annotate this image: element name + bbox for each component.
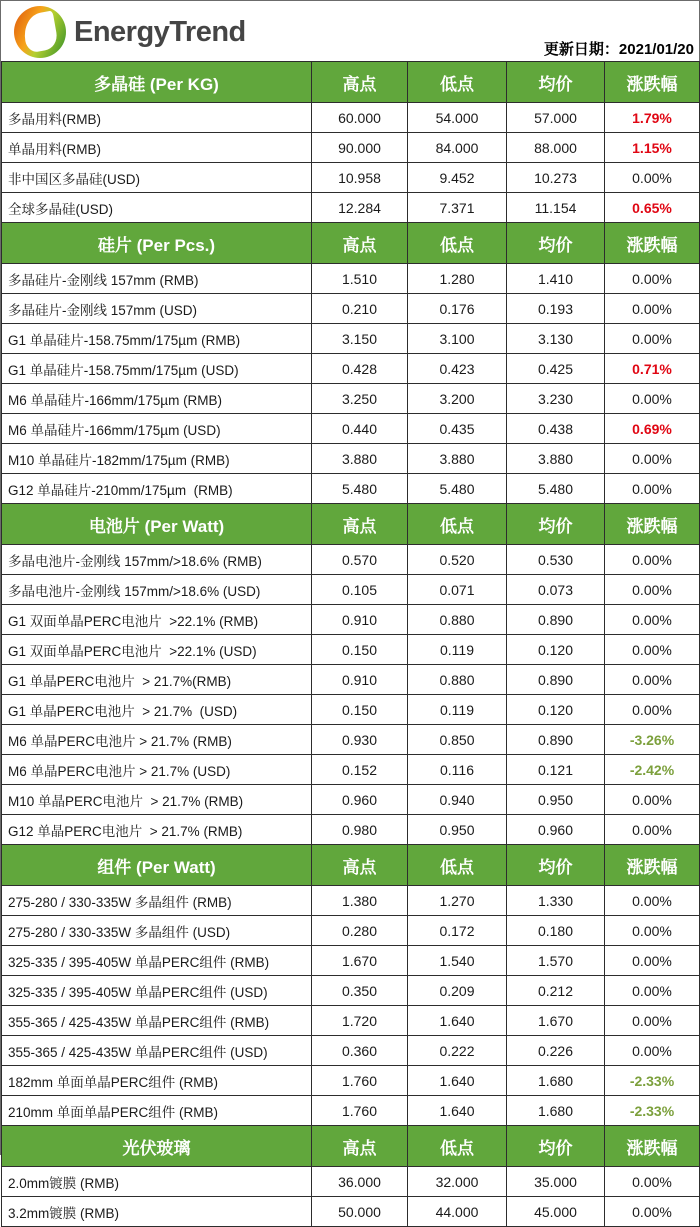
column-header: 均价 <box>507 1126 605 1167</box>
low-value: 54.000 <box>408 103 507 133</box>
product-name: 单晶用料(RMB) <box>2 133 312 163</box>
high-value: 10.958 <box>312 163 408 193</box>
change-value: -2.42% <box>605 755 700 785</box>
table-row <box>2 324 700 354</box>
avg-value: 0.950 <box>507 785 605 815</box>
column-header: 均价 <box>507 845 605 886</box>
avg-value: 0.193 <box>507 294 605 324</box>
column-header: 涨跌幅 <box>605 223 700 264</box>
high-value: 12.284 <box>312 193 408 223</box>
product-name: G12 单晶硅片-210mm/175µm (RMB) <box>2 474 312 504</box>
low-value: 44.000 <box>408 1197 507 1227</box>
avg-value: 0.121 <box>507 755 605 785</box>
avg-value: 0.120 <box>507 635 605 665</box>
low-value: 0.880 <box>408 665 507 695</box>
section-header-row <box>2 845 700 886</box>
high-value: 0.360 <box>312 1036 408 1066</box>
low-value: 0.850 <box>408 725 507 755</box>
product-name: G1 单晶硅片-158.75mm/175µm (RMB) <box>2 324 312 354</box>
product-name: G12 单晶PERC电池片 > 21.7% (RMB) <box>2 815 312 845</box>
low-value: 1.640 <box>408 1096 507 1126</box>
high-value: 1.760 <box>312 1066 408 1096</box>
table-row <box>2 1167 700 1197</box>
column-header: 低点 <box>408 223 507 264</box>
change-value: 0.00% <box>605 545 700 575</box>
change-value: 0.00% <box>605 264 700 294</box>
avg-value: 0.073 <box>507 575 605 605</box>
low-value: 84.000 <box>408 133 507 163</box>
avg-value: 0.226 <box>507 1036 605 1066</box>
product-name: G1 双面单晶PERC电池片 >22.1% (USD) <box>2 635 312 665</box>
change-value: 0.00% <box>605 474 700 504</box>
high-value: 0.910 <box>312 605 408 635</box>
change-value: -2.33% <box>605 1066 700 1096</box>
product-name: 325-335 / 395-405W 单晶PERC组件 (RMB) <box>2 946 312 976</box>
high-value: 0.210 <box>312 294 408 324</box>
change-value: 0.71% <box>605 354 700 384</box>
avg-value: 1.410 <box>507 264 605 294</box>
change-value: 0.00% <box>605 946 700 976</box>
avg-value: 11.154 <box>507 193 605 223</box>
product-name: G1 单晶PERC电池片 > 21.7% (USD) <box>2 695 312 725</box>
change-value: 0.00% <box>605 695 700 725</box>
avg-value: 88.000 <box>507 133 605 163</box>
table-row <box>2 1096 700 1126</box>
high-value: 0.152 <box>312 755 408 785</box>
product-name: 355-365 / 425-435W 单晶PERC组件 (USD) <box>2 1036 312 1066</box>
low-value: 0.423 <box>408 354 507 384</box>
product-name: 182mm 单面单晶PERC组件 (RMB) <box>2 1066 312 1096</box>
product-name: 275-280 / 330-335W 多晶组件 (RMB) <box>2 886 312 916</box>
low-value: 1.640 <box>408 1006 507 1036</box>
low-value: 0.520 <box>408 545 507 575</box>
product-name: 多晶用料(RMB) <box>2 103 312 133</box>
product-name: M6 单晶PERC电池片 > 21.7% (USD) <box>2 755 312 785</box>
product-name: 3.2mm镀膜 (RMB) <box>2 1197 312 1227</box>
column-header: 高点 <box>312 504 408 545</box>
column-header: 涨跌幅 <box>605 845 700 886</box>
column-header: 低点 <box>408 845 507 886</box>
section-header-row <box>2 1126 700 1167</box>
avg-value: 1.680 <box>507 1066 605 1096</box>
low-value: 0.119 <box>408 695 507 725</box>
table-row <box>2 575 700 605</box>
low-value: 0.116 <box>408 755 507 785</box>
low-value: 0.222 <box>408 1036 507 1066</box>
column-header: 均价 <box>507 223 605 264</box>
column-header: 高点 <box>312 223 408 264</box>
avg-value: 0.438 <box>507 414 605 444</box>
change-value: 0.00% <box>605 163 700 193</box>
avg-value: 57.000 <box>507 103 605 133</box>
table-row <box>2 785 700 815</box>
table-row <box>2 264 700 294</box>
low-value: 32.000 <box>408 1167 507 1197</box>
avg-value: 1.570 <box>507 946 605 976</box>
high-value: 0.350 <box>312 976 408 1006</box>
change-value: 0.00% <box>605 886 700 916</box>
product-name: G1 单晶硅片-158.75mm/175µm (USD) <box>2 354 312 384</box>
change-value: 0.00% <box>605 976 700 1006</box>
high-value: 60.000 <box>312 103 408 133</box>
column-header: 高点 <box>312 845 408 886</box>
table-row <box>2 946 700 976</box>
high-value: 1.720 <box>312 1006 408 1036</box>
low-value: 0.209 <box>408 976 507 1006</box>
table-row <box>2 635 700 665</box>
high-value: 5.480 <box>312 474 408 504</box>
table-row <box>2 1197 700 1227</box>
change-value: -3.26% <box>605 725 700 755</box>
section-title: 电池片 (Per Watt) <box>2 504 312 545</box>
high-value: 3.880 <box>312 444 408 474</box>
low-value: 7.371 <box>408 193 507 223</box>
section-title: 多晶硅 (Per KG) <box>2 62 312 103</box>
product-name: G1 单晶PERC电池片 > 21.7%(RMB) <box>2 665 312 695</box>
change-value: 0.00% <box>605 444 700 474</box>
product-name: M6 单晶PERC电池片 > 21.7% (RMB) <box>2 725 312 755</box>
table-row <box>2 815 700 845</box>
section-header-row <box>2 504 700 545</box>
product-name: 非中国区多晶硅(USD) <box>2 163 312 193</box>
avg-value: 5.480 <box>507 474 605 504</box>
table-row <box>2 605 700 635</box>
avg-value: 3.880 <box>507 444 605 474</box>
product-name: M10 单晶PERC电池片 > 21.7% (RMB) <box>2 785 312 815</box>
table-row <box>2 294 700 324</box>
low-value: 3.100 <box>408 324 507 354</box>
change-value: 0.00% <box>605 1197 700 1227</box>
high-value: 90.000 <box>312 133 408 163</box>
low-value: 0.940 <box>408 785 507 815</box>
column-header: 均价 <box>507 504 605 545</box>
high-value: 3.150 <box>312 324 408 354</box>
avg-value: 0.180 <box>507 916 605 946</box>
product-name: 多晶电池片-金刚线 157mm/>18.6% (USD) <box>2 575 312 605</box>
column-header: 均价 <box>507 62 605 103</box>
section-title: 硅片 (Per Pcs.) <box>2 223 312 264</box>
price-table <box>1 61 700 1227</box>
leaf-logo-icon <box>14 6 66 58</box>
change-value: 0.00% <box>605 815 700 845</box>
product-name: 全球多晶硅(USD) <box>2 193 312 223</box>
avg-value: 0.530 <box>507 545 605 575</box>
avg-value: 45.000 <box>507 1197 605 1227</box>
change-value: 0.00% <box>605 1167 700 1197</box>
table-row <box>2 545 700 575</box>
low-value: 3.880 <box>408 444 507 474</box>
table-row <box>2 665 700 695</box>
change-value: 0.00% <box>605 605 700 635</box>
product-name: G1 双面单晶PERC电池片 >22.1% (RMB) <box>2 605 312 635</box>
product-name: M10 单晶硅片-182mm/175µm (RMB) <box>2 444 312 474</box>
energytrend-logo <box>14 6 246 58</box>
low-value: 0.435 <box>408 414 507 444</box>
logo-wordmark: EnergyTrend <box>74 15 246 48</box>
table-row <box>2 1066 700 1096</box>
change-value: 0.00% <box>605 1006 700 1036</box>
change-value: 0.69% <box>605 414 700 444</box>
avg-value: 1.680 <box>507 1096 605 1126</box>
low-value: 5.480 <box>408 474 507 504</box>
high-value: 0.105 <box>312 575 408 605</box>
avg-value: 0.890 <box>507 605 605 635</box>
table-row <box>2 133 700 163</box>
high-value: 36.000 <box>312 1167 408 1197</box>
low-value: 1.540 <box>408 946 507 976</box>
section-title: 组件 (Per Watt) <box>2 845 312 886</box>
high-value: 1.670 <box>312 946 408 976</box>
column-header: 高点 <box>312 62 408 103</box>
low-value: 0.880 <box>408 605 507 635</box>
high-value: 0.930 <box>312 725 408 755</box>
high-value: 0.428 <box>312 354 408 384</box>
low-value: 1.640 <box>408 1066 507 1096</box>
change-value: 1.15% <box>605 133 700 163</box>
avg-value: 1.330 <box>507 886 605 916</box>
product-name: 275-280 / 330-335W 多晶组件 (USD) <box>2 916 312 946</box>
product-name: 多晶硅片-金刚线 157mm (USD) <box>2 294 312 324</box>
product-name: 多晶硅片-金刚线 157mm (RMB) <box>2 264 312 294</box>
high-value: 0.150 <box>312 635 408 665</box>
high-value: 1.510 <box>312 264 408 294</box>
high-value: 50.000 <box>312 1197 408 1227</box>
table-row <box>2 695 700 725</box>
avg-value: 1.670 <box>507 1006 605 1036</box>
product-name: 2.0mm镀膜 (RMB) <box>2 1167 312 1197</box>
product-name: 325-335 / 395-405W 单晶PERC组件 (USD) <box>2 976 312 1006</box>
avg-value: 35.000 <box>507 1167 605 1197</box>
low-value: 0.176 <box>408 294 507 324</box>
low-value: 1.270 <box>408 886 507 916</box>
low-value: 1.280 <box>408 264 507 294</box>
low-value: 0.119 <box>408 635 507 665</box>
high-value: 1.380 <box>312 886 408 916</box>
table-row <box>2 163 700 193</box>
high-value: 0.150 <box>312 695 408 725</box>
high-value: 0.960 <box>312 785 408 815</box>
column-header: 低点 <box>408 504 507 545</box>
product-name: M6 单晶硅片-166mm/175µm (USD) <box>2 414 312 444</box>
table-row <box>2 354 700 384</box>
low-value: 0.950 <box>408 815 507 845</box>
table-row <box>2 384 700 414</box>
low-value: 9.452 <box>408 163 507 193</box>
product-name: 多晶电池片-金刚线 157mm/>18.6% (RMB) <box>2 545 312 575</box>
update-date: 更新日期：2021/01/20 <box>543 41 694 58</box>
high-value: 0.570 <box>312 545 408 575</box>
avg-value: 0.960 <box>507 815 605 845</box>
avg-value: 0.212 <box>507 976 605 1006</box>
change-value: 0.00% <box>605 665 700 695</box>
change-value: 0.00% <box>605 294 700 324</box>
table-row <box>2 725 700 755</box>
change-value: 0.00% <box>605 785 700 815</box>
high-value: 0.440 <box>312 414 408 444</box>
section-header-row <box>2 62 700 103</box>
product-name: M6 单晶硅片-166mm/175µm (RMB) <box>2 384 312 414</box>
change-value: 0.00% <box>605 324 700 354</box>
page-header <box>1 1 699 61</box>
avg-value: 10.273 <box>507 163 605 193</box>
avg-value: 0.890 <box>507 665 605 695</box>
table-row <box>2 414 700 444</box>
low-value: 3.200 <box>408 384 507 414</box>
column-header: 低点 <box>408 1126 507 1167</box>
high-value: 0.280 <box>312 916 408 946</box>
high-value: 0.980 <box>312 815 408 845</box>
change-value: 0.00% <box>605 1036 700 1066</box>
change-value: 0.65% <box>605 193 700 223</box>
low-value: 0.071 <box>408 575 507 605</box>
column-header: 涨跌幅 <box>605 504 700 545</box>
table-row <box>2 103 700 133</box>
high-value: 3.250 <box>312 384 408 414</box>
table-row <box>2 1006 700 1036</box>
change-value: 0.00% <box>605 575 700 605</box>
low-value: 0.172 <box>408 916 507 946</box>
leaf-shape <box>21 11 59 54</box>
table-row <box>2 1036 700 1066</box>
change-value: 1.79% <box>605 103 700 133</box>
column-header: 高点 <box>312 1126 408 1167</box>
column-header: 涨跌幅 <box>605 62 700 103</box>
column-header: 涨跌幅 <box>605 1126 700 1167</box>
section-header-row <box>2 223 700 264</box>
table-row <box>2 193 700 223</box>
product-name: 355-365 / 425-435W 单晶PERC组件 (RMB) <box>2 1006 312 1036</box>
table-row <box>2 976 700 1006</box>
section-title: 光伏玻璃 <box>2 1126 312 1167</box>
table-row <box>2 474 700 504</box>
avg-value: 3.230 <box>507 384 605 414</box>
table-row <box>2 886 700 916</box>
table-row <box>2 444 700 474</box>
column-header: 低点 <box>408 62 507 103</box>
avg-value: 0.890 <box>507 725 605 755</box>
avg-value: 0.120 <box>507 695 605 725</box>
change-value: -2.33% <box>605 1096 700 1126</box>
avg-value: 3.130 <box>507 324 605 354</box>
product-name: 210mm 单面单晶PERC组件 (RMB) <box>2 1096 312 1126</box>
high-value: 1.760 <box>312 1096 408 1126</box>
table-row <box>2 755 700 785</box>
change-value: 0.00% <box>605 916 700 946</box>
high-value: 0.910 <box>312 665 408 695</box>
change-value: 0.00% <box>605 635 700 665</box>
table-row <box>2 916 700 946</box>
change-value: 0.00% <box>605 384 700 414</box>
avg-value: 0.425 <box>507 354 605 384</box>
